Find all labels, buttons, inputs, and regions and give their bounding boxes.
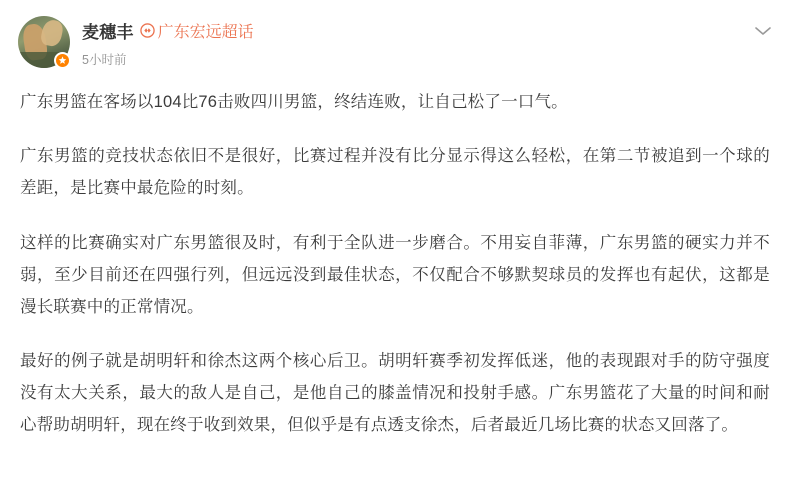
post-paragraph: 广东男篮的竞技状态依旧不是很好，比赛过程并没有比分显示得这么轻松，在第二节被追到一个球的差距，是比赛中最危险的时刻。 (20, 147, 770, 198)
post-meta (82, 16, 776, 68)
post-header (18, 16, 776, 68)
avatar-shape-secondary (40, 18, 65, 48)
author-name[interactable]: 麦穗丰 (82, 22, 134, 42)
chevron-down-icon[interactable] (752, 20, 774, 42)
super-topic-link[interactable] (140, 19, 254, 42)
post-content (18, 86, 776, 442)
verified-badge-icon (54, 52, 71, 69)
post-timestamp: 5小时前 (82, 53, 127, 67)
super-topic-icon (140, 23, 155, 38)
post-paragraph: 最好的例子就是胡明轩和徐杰这两个核心后卫。胡明轩赛季初发挥低迷，他的表现跟对手的防守强度没有太大关系，最大的敌人是自己，是他自己的膝盖情况和投射手感。广东男篮花了大量的时间和耐心帮助胡明轩，现在终于收到效果，但似乎是有点透支徐杰，后者最近几场比赛的状态又回落了。 (20, 352, 770, 435)
post-paragraph: 这样的比赛确实对广东男篮很及时，有利于全队进一步磨合。不用妄自菲薄，广东男篮的硬实力并不弱，至少目前还在四强行列，但远远没到最佳状态，不仅配合不够默契球员的发挥也有起伏，这都是漫长联赛中的正常情况。 (20, 233, 770, 316)
author-row (82, 18, 776, 42)
super-topic-label: 广东宏远超话 (157, 23, 254, 41)
avatar[interactable] (18, 16, 70, 68)
post-paragraph: 广东男篮在客场以104比76击败四川男篮，终结连败，让自己松了一口气。 (20, 93, 568, 111)
